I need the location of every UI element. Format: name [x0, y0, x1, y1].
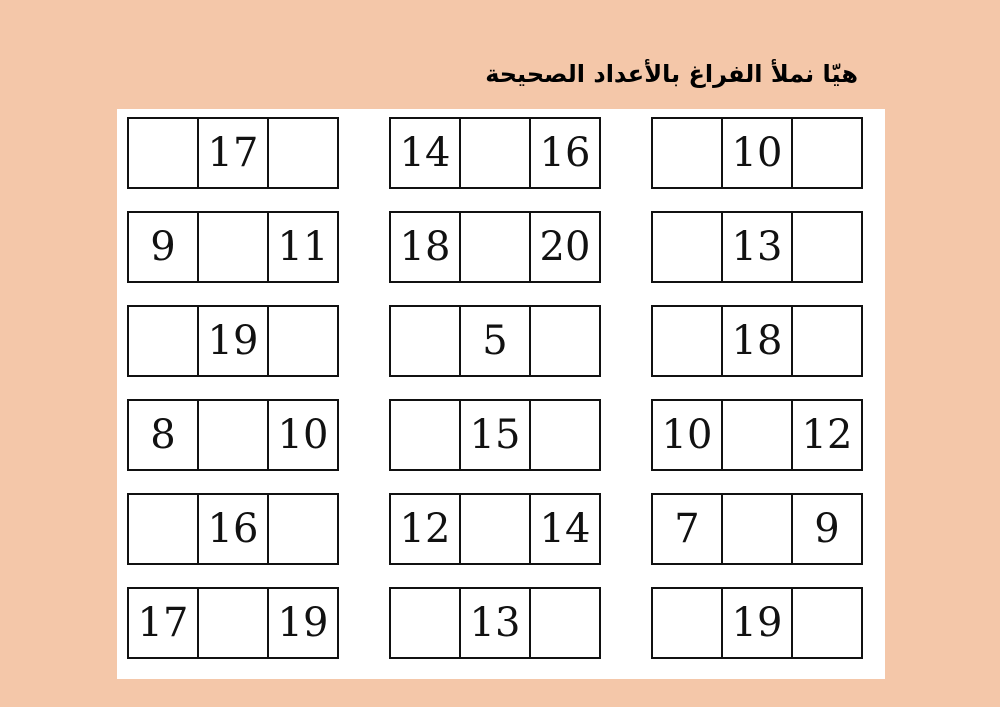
given-number-box: 10: [653, 401, 723, 469]
given-number-box: 13: [723, 213, 793, 281]
blank-answer-box[interactable]: [461, 213, 531, 281]
given-number-box: 16: [199, 495, 269, 563]
number-sequence-group: [127, 211, 339, 283]
blank-answer-box[interactable]: [269, 307, 337, 375]
blank-answer-box[interactable]: [129, 495, 199, 563]
given-number-box: 15: [461, 401, 531, 469]
given-number-box: 11: [277, 224, 329, 270]
blank-answer-box[interactable]: [653, 119, 723, 187]
number-sequence-group: [127, 399, 339, 471]
blank-answer-box[interactable]: [391, 589, 461, 657]
blank-answer-box[interactable]: [199, 213, 269, 281]
given-number-box: 5: [461, 307, 531, 375]
worksheet-sheet: [117, 109, 885, 679]
number-sequence-grid: [127, 117, 863, 659]
blank-answer-box[interactable]: [269, 119, 337, 187]
given-number-box: 14: [539, 506, 591, 552]
given-number-box: 9: [129, 213, 199, 281]
given-number-box: 19: [723, 589, 793, 657]
blank-answer-box[interactable]: [653, 589, 723, 657]
given-number-box: 10: [723, 119, 793, 187]
number-sequence-group: [651, 117, 863, 189]
blank-answer-box[interactable]: [531, 307, 599, 375]
given-number-box: 18: [391, 213, 461, 281]
number-sequence-group: [389, 493, 601, 565]
blank-answer-box[interactable]: [723, 401, 793, 469]
number-sequence-group: [651, 211, 863, 283]
blank-answer-box[interactable]: [653, 307, 723, 375]
number-sequence-group: [127, 587, 339, 659]
given-number-box: 17: [199, 119, 269, 187]
blank-answer-box[interactable]: [723, 495, 793, 563]
blank-answer-box[interactable]: [269, 495, 337, 563]
number-sequence-group: [127, 493, 339, 565]
given-number-box: 7: [653, 495, 723, 563]
blank-answer-box[interactable]: [793, 119, 861, 187]
number-sequence-group: [127, 305, 339, 377]
number-sequence-group: [651, 399, 863, 471]
blank-answer-box[interactable]: [199, 589, 269, 657]
blank-answer-box[interactable]: [129, 307, 199, 375]
given-number-box: 16: [539, 130, 591, 176]
given-number-box: 18: [723, 307, 793, 375]
number-sequence-group: [389, 211, 601, 283]
blank-answer-box[interactable]: [199, 401, 269, 469]
number-sequence-group: [651, 493, 863, 565]
given-number-box: 12: [801, 412, 853, 458]
given-number-box: 8: [129, 401, 199, 469]
blank-answer-box[interactable]: [653, 213, 723, 281]
given-number-box: 20: [539, 224, 591, 270]
blank-answer-box[interactable]: [793, 589, 861, 657]
number-sequence-group: [127, 117, 339, 189]
blank-answer-box[interactable]: [531, 401, 599, 469]
given-number-box: 19: [199, 307, 269, 375]
blank-answer-box[interactable]: [531, 589, 599, 657]
number-sequence-group: [389, 305, 601, 377]
given-number-box: 19: [277, 600, 329, 646]
blank-answer-box[interactable]: [129, 119, 199, 187]
given-number-box: 9: [814, 506, 840, 552]
blank-answer-box[interactable]: [461, 495, 531, 563]
blank-answer-box[interactable]: [391, 401, 461, 469]
given-number-box: 12: [391, 495, 461, 563]
blank-answer-box[interactable]: [793, 213, 861, 281]
blank-answer-box[interactable]: [461, 119, 531, 187]
given-number-box: 14: [391, 119, 461, 187]
blank-answer-box[interactable]: [391, 307, 461, 375]
given-number-box: 13: [461, 589, 531, 657]
given-number-box: 10: [277, 412, 329, 458]
number-sequence-group: [389, 117, 601, 189]
given-number-box: 17: [129, 589, 199, 657]
number-sequence-group: [389, 399, 601, 471]
number-sequence-group: [651, 305, 863, 377]
blank-answer-box[interactable]: [793, 307, 861, 375]
number-sequence-group: [389, 587, 601, 659]
number-sequence-group: [651, 587, 863, 659]
worksheet-title: هيّا نملأ الفراغ بالأعداد الصحيحة: [485, 60, 858, 88]
